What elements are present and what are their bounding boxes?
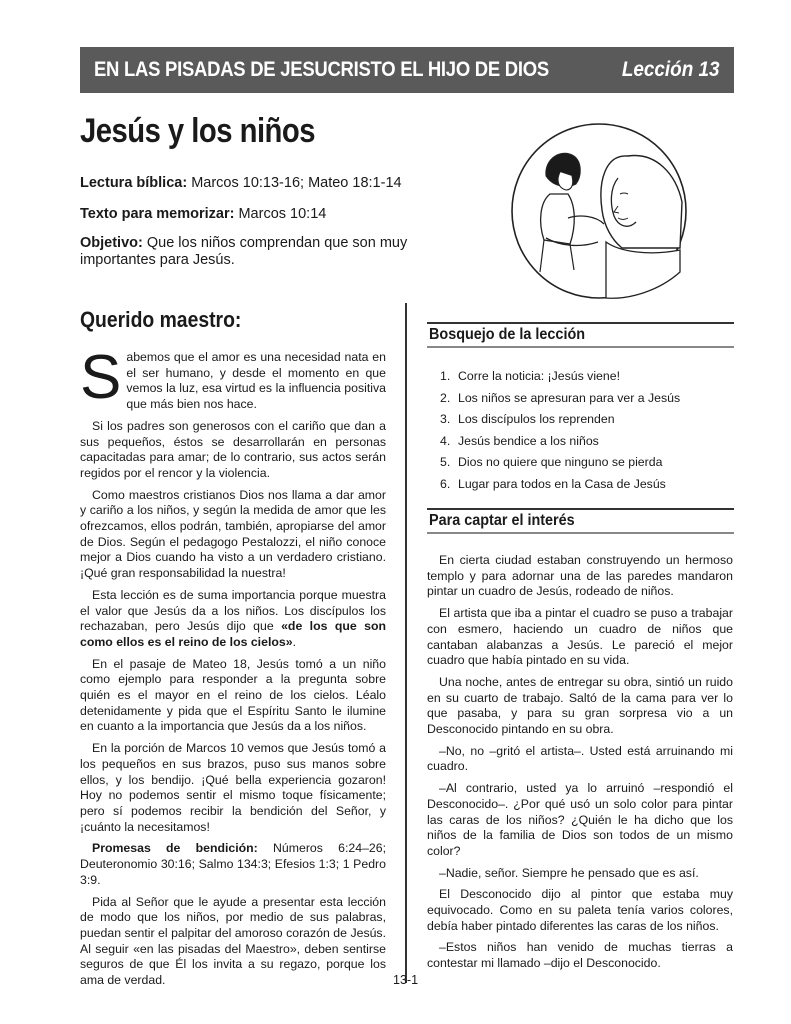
teacher-paragraph: En el pasaje de Mateo 18, Jesús tomó a un niño como ejemplo para responder a la pregunta sobre quién es el mayor en el reino de los cielos. Léalo detenidamente y pida que el Espíritu Santo le ilumine en cuanto a la importancia que Jesús da a los niños. — [80, 656, 386, 734]
teacher-paragraph: Como maestros cristianos Dios nos llama a dar amor y cariño a los niños, y según la medida de amor que les ofrezcamos, ellos podrán, también, apropiarse del amor de Dios. Según el pedagogo Pestalozzi, el niño conoce mejor a Dios cuando ha visto a un verdadero cristiano. ¡Qué gran responsabilidad la nuestra! — [80, 487, 386, 581]
teacher-paragraph: Sabemos que el amor es una necesidad nata en el ser humano, y desde el momento en que vemos la luz, esa virtud es la influencia positiva que más bien nos hace. — [80, 343, 386, 412]
lesson-outline — [440, 366, 730, 496]
story-paragraph: –No, no –gritó el artista–. Usted está arruinando mi cuadro. — [427, 743, 733, 774]
lesson-banner — [80, 47, 734, 93]
memory-verse-value: Marcos 10:14 — [234, 206, 327, 222]
outline-item: 2. Los niños se apresuran para ver a Jesús — [440, 390, 681, 405]
interest-heading-text: Para captar el interés — [429, 512, 575, 529]
outline-item: 4. Jesús bendice a los niños — [440, 433, 599, 448]
promises-label: Promesas de bendición: — [92, 841, 258, 856]
page-number: 13-1 — [393, 973, 419, 987]
bible-reading-label: Lectura bíblica: — [80, 175, 188, 191]
page-title: Jesús y los niños — [80, 112, 315, 150]
interest-story — [427, 553, 733, 978]
teacher-paragraph: En la porción de Marcos 10 vemos que Jesús tomó a los pequeños en sus brazos, puso sus manos sobre ellos, y los bendijo. ¡Qué bella experiencia gozaron! Hoy no podemos sentir el mismo toque físicamente; pero sí podemos recibir la bendición del Señor, y ¡cuánto la necesitamos! — [80, 741, 386, 834]
teacher-paragraph: Pida al Señor que le ayude a presentar esta lección de modo que los niños, por medio de sus palabras, puedan sentir el palpitar del amoroso corazón de Jesús. Al seguir «en las pisadas del Maestro», deben sentirse seguros de que Él los invita a su regazo, porque los ama de verdad. — [80, 894, 386, 988]
outline-item: 5. Dios no quiere que ninguno se pierda — [440, 455, 663, 470]
story-paragraph: –Al contrario, usted ya lo arruinó –respondió el Desconocido–. ¿Por qué usó un solo color para pintar las caras de los niños? ¿Quién le ha dicho que los niños de la familia de Dios son todos de un mismo color? — [427, 781, 733, 858]
objective — [80, 235, 425, 269]
objective-value: Que los niños comprendan que son muy importantes para Jesús. — [80, 235, 408, 268]
interest-heading — [427, 508, 734, 534]
teacher-heading: Querido maestro: — [80, 307, 242, 332]
story-paragraph: El Desconocido dijo al pintor que estaba muy equivocado. Como en su paleta tenía varios colores, debía haber pintado diferentes las caras de los niños. — [427, 887, 733, 933]
lesson-number: Lección 13 — [622, 58, 720, 81]
teacher-letter — [80, 343, 386, 995]
bible-reading-value: Marcos 10:13-16; Mateo 18:1-14 — [187, 175, 402, 191]
objective-label: Objetivo: — [80, 235, 143, 251]
outline-item: 6. Lugar para todos en la Casa de Jesús — [440, 476, 666, 491]
memory-verse — [80, 206, 440, 223]
outline-heading-text: Bosquejo de la lección — [429, 326, 586, 343]
teacher-paragraph: Promesas de bendición: Números 6:24–26; Deuteronomio 30:16; Salmo 134:3; Efesios 1:3; 1 Pedro 3:9. — [80, 841, 386, 887]
teacher-paragraph: Si los padres son generosos con el cariño que dan a sus pequeños, éstos se desarrollarán en personas capacitadas para amar; de lo contrario, sus actos serán regidos por el rencor y la violencia. — [80, 418, 386, 480]
outline-item: 3. Los discípulos los reprenden — [440, 412, 615, 427]
story-paragraph: –Estos niños han venido de muchas tierras a contestar mi llamado –dijo el Desconocido. — [427, 940, 733, 971]
outline-heading — [427, 322, 734, 348]
story-paragraph: En cierta ciudad estaban construyendo un hermoso templo y para adornar una de las paredes mandaron pintar un cuadro de Jesús, rodeado de niños. — [427, 553, 733, 599]
story-paragraph: –Nadie, señor. Siempre he pensado que es así. — [439, 865, 699, 880]
story-paragraph: El artista que iba a pintar el cuadro se puso a trabajar con esmero, haciendo un cuadro de niños que cantaban alabanzas a Jesús. Le pareció el mejor cuadro que había pintado en su vida. — [427, 606, 733, 668]
column-divider — [405, 303, 407, 983]
teacher-paragraph: Esta lección es de suma importancia porque muestra el valor que Jesús da a los niños. Los discípulos los rechazaban, pero Jesús dijo que «de los que son como ellos es el reino de los cielos». — [80, 587, 386, 649]
jesus-child-illustration — [510, 122, 688, 300]
memory-verse-label: Texto para memorizar: — [80, 206, 235, 222]
story-paragraph: Una noche, antes de entregar su obra, sintió un ruido en su cuarto de trabajo. Saltó de la cama para ver lo que pasaba, y para su gran sorpresa vio a un Desconocido pintando en su obra. — [427, 674, 733, 737]
series-title: EN LAS PISADAS DE JESUCRISTO EL HIJO DE DIOS — [94, 58, 549, 81]
drop-cap: S — [80, 343, 122, 412]
outline-item: 1. Corre la noticia: ¡Jesús viene! — [440, 369, 620, 383]
bible-reading — [80, 175, 440, 192]
scripture-quote: «de los que son como ellos es el reino de los cielos» — [80, 619, 386, 649]
